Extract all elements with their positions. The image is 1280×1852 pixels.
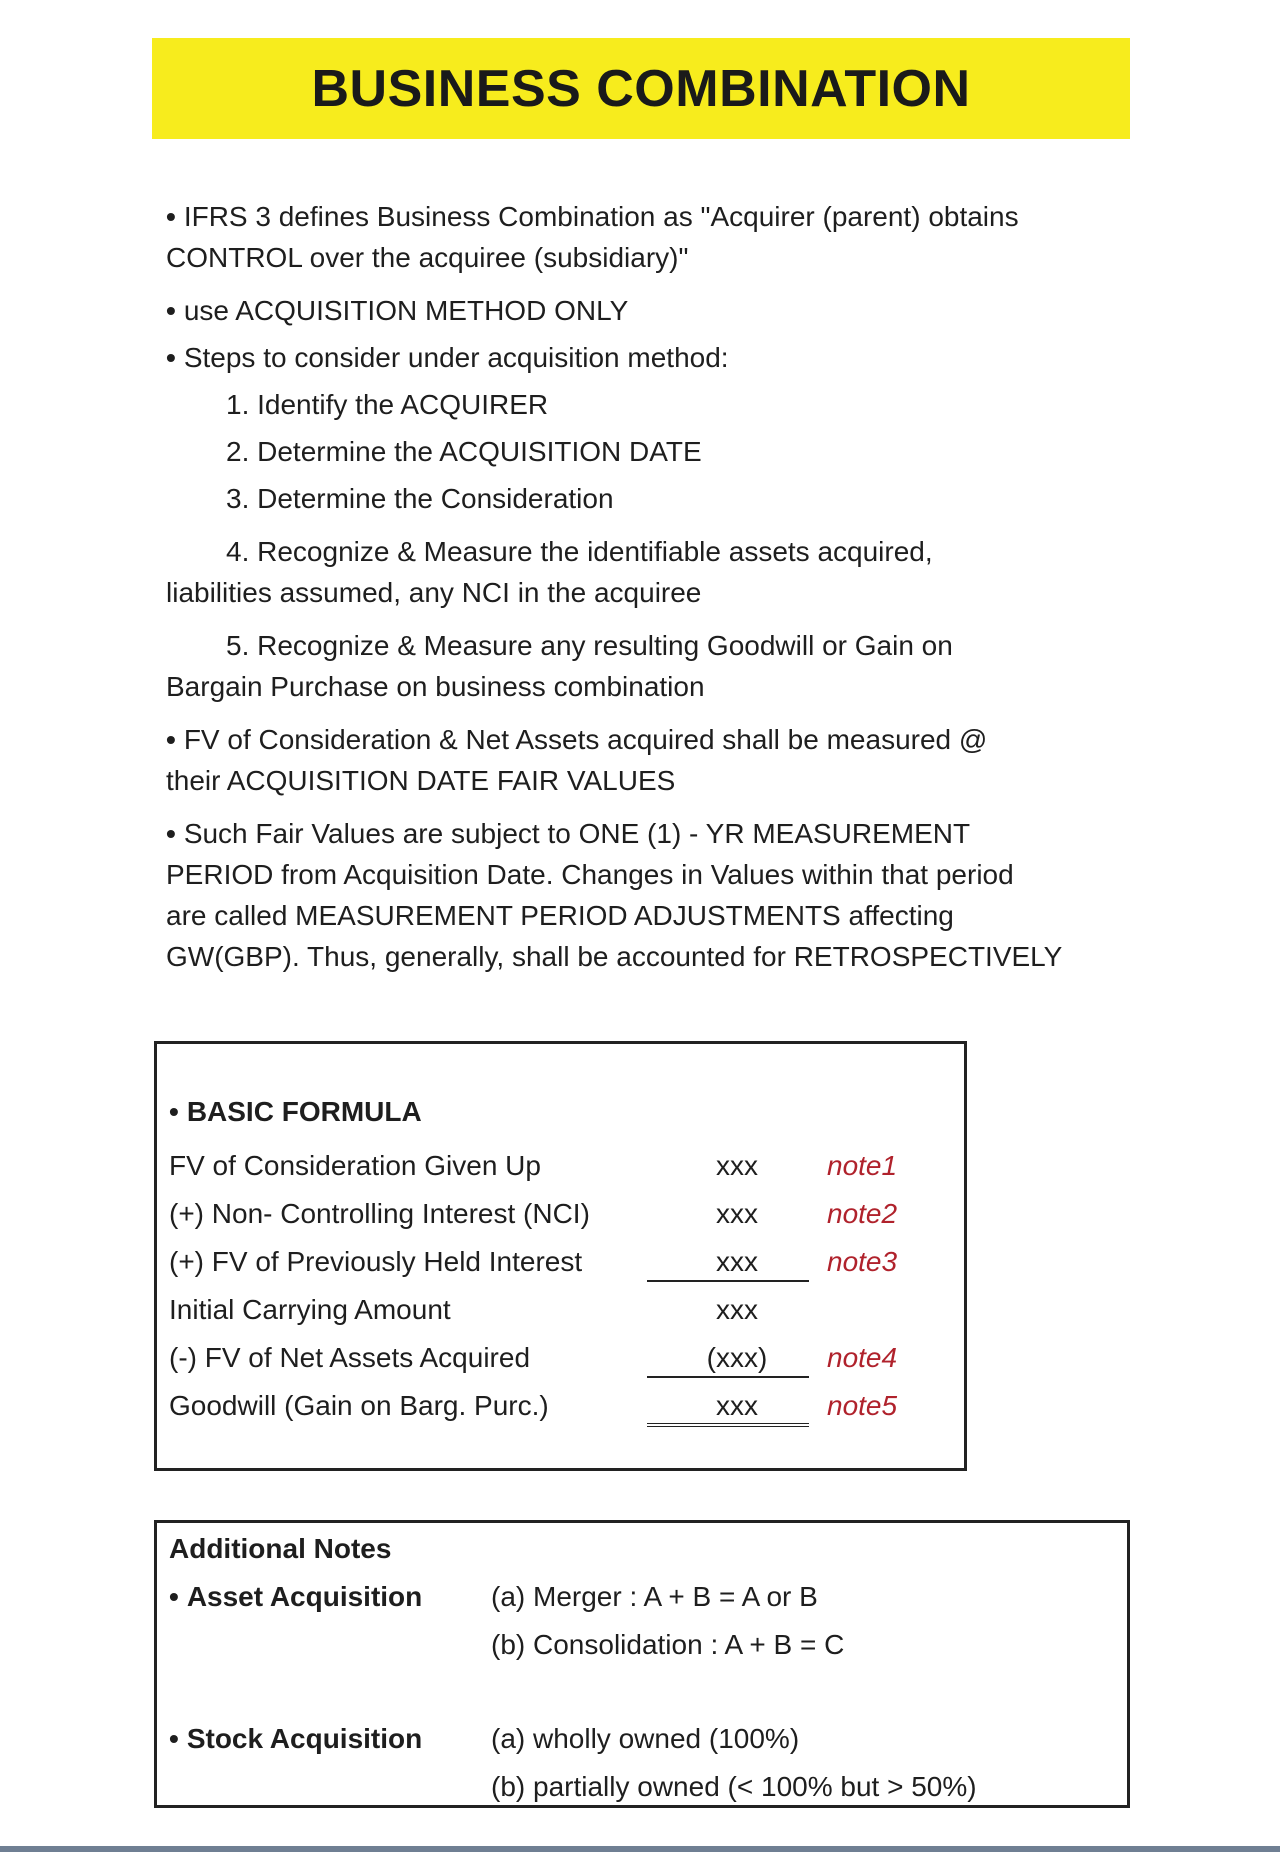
partially-owned-note: (b) partially owned (< 100% but > 50%) xyxy=(491,1771,977,1802)
consolidation-note: (b) Consolidation : A + B = C xyxy=(491,1629,845,1660)
formula-amount: xxx xyxy=(716,1150,758,1181)
step-5-line1: 5. Recognize & Measure any resulting Goodwill or Gain on xyxy=(226,630,953,661)
net-underline xyxy=(647,1376,809,1378)
step-4-line1: 4. Recognize & Measure the identifiable assets acquired, xyxy=(226,536,933,567)
fv-paragraph-line2: their ACQUISITION DATE FAIR VALUES xyxy=(166,765,676,796)
formula-note: note1 xyxy=(827,1150,898,1181)
method-paragraph: • use ACQUISITION METHOD ONLY xyxy=(166,290,1126,331)
formula-amount: xxx xyxy=(716,1198,758,1229)
basic-formula-box xyxy=(154,1041,967,1471)
measurement-paragraph-line4: GW(GBP). Thus, generally, shall be accounted for RETROSPECTIVELY xyxy=(166,941,1063,972)
bottom-divider xyxy=(0,1846,1280,1852)
step-4-line2: liabilities assumed, any NCI in the acquiree xyxy=(166,577,702,608)
additional-notes-box xyxy=(154,1520,1130,1808)
formula-note: note5 xyxy=(827,1390,898,1421)
formula-amount: (xxx) xyxy=(706,1342,768,1373)
formula-note: note3 xyxy=(827,1246,898,1277)
formula-amount: xxx xyxy=(716,1390,758,1421)
step-2: 2. Determine the ACQUISITION DATE xyxy=(226,436,702,467)
formula-heading: • BASIC FORMULA xyxy=(169,1096,422,1128)
formula-amount: xxx xyxy=(716,1294,758,1325)
subtotal-underline xyxy=(647,1280,809,1282)
formula-note: note2 xyxy=(827,1198,898,1229)
formula-label: (+) Non- Controlling Interest (NCI) xyxy=(169,1198,590,1229)
step-5-line2: Bargain Purchase on business combination xyxy=(166,671,705,702)
formula-label: Goodwill (Gain on Barg. Purc.) xyxy=(169,1390,549,1421)
measurement-paragraph-line3: are called MEASUREMENT PERIOD ADJUSTMENTS affecting xyxy=(166,900,954,931)
formula-note: note4 xyxy=(827,1342,898,1373)
definition-paragraph: • IFRS 3 defines Business Combination as "Acquirer (parent) obtains CONTROL over the acquiree (subsidiary)" xyxy=(166,196,1126,278)
intro-section xyxy=(166,196,1126,983)
merger-note: (a) Merger : A + B = A or B xyxy=(491,1581,818,1612)
formula-row xyxy=(169,1194,949,1234)
formula-row xyxy=(169,1338,949,1378)
step-1: 1. Identify the ACQUIRER xyxy=(226,389,549,420)
formula-label: FV of Consideration Given Up xyxy=(169,1150,541,1181)
formula-row xyxy=(169,1290,949,1330)
notes-heading: Additional Notes xyxy=(169,1533,392,1564)
fv-paragraph-line1: • FV of Consideration & Net Assets acquired shall be measured @ xyxy=(166,719,1126,760)
total-double-underline xyxy=(647,1423,809,1427)
step-3: 3. Determine the Consideration xyxy=(226,483,614,514)
formula-label: Initial Carrying Amount xyxy=(169,1294,451,1325)
title-banner xyxy=(152,38,1130,139)
formula-label: (+) FV of Previously Held Interest xyxy=(169,1246,583,1277)
formula-amount: xxx xyxy=(716,1246,758,1277)
formula-row xyxy=(169,1386,949,1426)
stock-acquisition-label: • Stock Acquisition xyxy=(169,1723,422,1755)
page-title: BUSINESS COMBINATION xyxy=(311,59,971,118)
formula-row xyxy=(169,1146,949,1186)
measurement-paragraph-line1: • Such Fair Values are subject to ONE (1) - YR MEASUREMENT xyxy=(166,813,1126,854)
steps-heading: • Steps to consider under acquisition method: xyxy=(166,337,1126,378)
formula-label: (-) FV of Net Assets Acquired xyxy=(169,1342,531,1373)
asset-acquisition-label: • Asset Acquisition xyxy=(169,1581,422,1613)
wholly-owned-note: (a) wholly owned (100%) xyxy=(491,1723,800,1754)
formula-row xyxy=(169,1242,949,1282)
measurement-paragraph-line2: PERIOD from Acquisition Date. Changes in Values within that period xyxy=(166,859,1014,890)
